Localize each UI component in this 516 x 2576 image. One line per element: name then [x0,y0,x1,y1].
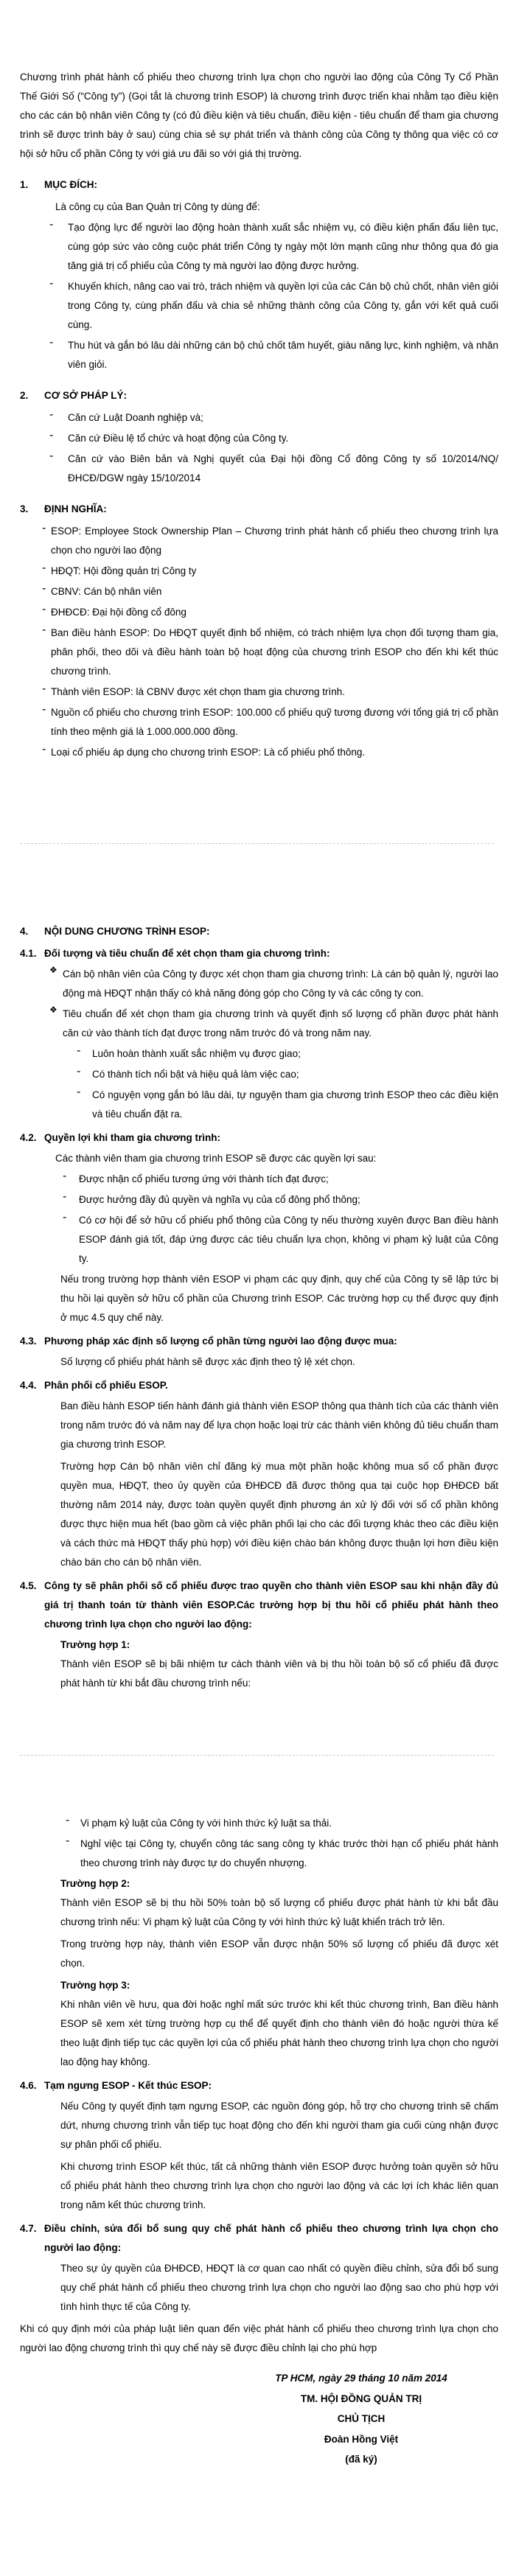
list-item-text: Căn cứ Luật Doanh nghiệp và; [68,412,203,423]
definition-text: Nguồn cổ phiếu cho chương trình ESOP: 100.000 cổ phiếu quỹ tương đương với tổng giá trị cổ phần tính theo mệnh giá là 1.000.000.000 đồng. [51,707,498,737]
section-title: Điều chỉnh, sửa đổi bổ sung quy chế phát hành cổ phiếu theo chương trình lựa chọn cho người lao động: [44,2223,498,2253]
dash-bullet-marker: - [77,1086,81,1098]
diamond-bullet-marker: ❖ [49,1005,57,1015]
section-4-7-paragraph: Theo sự ủy quyền của ĐHĐCĐ, HĐQT là cơ quan cao nhất có quyền điều chỉnh, sửa đổi bổ sung quy chế phát hành cổ phiếu theo chương trình lựa chọn cho người lao động sao cho phù hợp với tình hình thực tế của Công ty. [60,2263,498,2312]
diamond-list-item [49,965,498,1003]
section-3-heading [20,500,498,519]
section-title: Phương pháp xác định số lượng cổ phần từng người lao động được mua: [44,1336,397,1347]
definition-text: ĐHĐCĐ: Đại hội đồng cổ đông [51,607,186,618]
section-4-3-heading [20,1332,498,1351]
list-item [49,218,498,276]
page-break-gap [20,1696,498,1814]
list-item [49,277,498,335]
section-title: Tạm ngưng ESOP - Kết thúc ESOP: [44,2080,212,2091]
dash-bullet-marker: - [42,603,46,615]
definition-item [42,624,498,681]
section-number: 4. [20,926,29,937]
definition-text: Thành viên ESOP: là CBNV được xét chọn tham gia chương trình. [51,686,345,697]
section-4-5-heading [20,1577,498,1634]
list-item [77,1065,498,1084]
list-item-text: Có cơ hội để sở hữu cổ phiếu phổ thông của Công ty nếu thường xuyên được Ban điều hành ESOP đánh giá tốt, đáp ứng được các tiêu chuẩn lựa chọn, không vi phạm kỷ luật của Công ty. [79,1215,498,1264]
section-title: Đối tượng và tiêu chuẩn để xét chọn tham gia chương trình: [44,948,330,959]
dash-bullet-marker: - [77,1065,81,1078]
section-4-7-closing-paragraph: Khi có quy định mới của pháp luật liên quan đến việc phát hành cổ phiếu theo chương trình lựa chọn cho người lao động chương trình thì quy chế này sẽ được điều chỉnh lại cho phù hợp [20,2323,498,2353]
list-item-text: Có thành tích nổi bật và hiệu quả làm việc cao; [92,1069,299,1080]
list-item-text: Thu hút và gắn bó lâu dài những cán bộ chủ chốt tâm huyết, giàu năng lực, kinh nghiệm, và nhân viên giỏi. [68,340,498,370]
signature-name: Đoàn Hồng Việt [324,2433,399,2445]
section-2-heading [20,386,498,405]
dash-bullet-marker: - [49,218,54,231]
dash-bullet-marker: - [49,429,54,441]
case-2-body: Thành viên ESOP sẽ bị thu hồi 50% toàn bộ số lượng cổ phiếu được phát hành từ khi bắt đầu chương trình nếu: Vi phạm kỷ luật của Công ty với hình thức kỷ luật khiển trách trở lên. [60,1897,498,1927]
section-4-2-heading [20,1128,498,1148]
dash-bullet-marker: - [77,1044,81,1057]
definition-text: HĐQT: Hội đồng quản trị Công ty [51,565,197,576]
section-4-6-paragraph: Nếu Công ty quyết định tạm ngưng ESOP, các nguồn đóng góp, hỗ trợ cho chương trình sẽ chấm dứt, nhưng chương trình vẫn tiếp tục hoạt động cho đến khi người tham gia cuối cùng nhận được sự phân phối cổ phiếu. [60,2101,498,2150]
diamond-list-item [49,1005,498,1043]
list-item-text: Tiêu chuẩn để xét chọn tham gia chương trình và quyết định số lượng cổ phần được phát hành căn cứ vào thành tích đạt được trong năm trước đó và trong năm nay. [63,1008,498,1039]
dash-bullet-marker: - [63,1190,67,1203]
signature-place-date: TP HCM, ngày 29 tháng 10 năm 2014 [275,2373,447,2384]
section-number: 4.7. [20,2223,37,2234]
list-item-text: Khuyến khích, nâng cao vai trò, trách nhiệm và quyền lợi của các Cán bộ chủ chốt, nhân viên giỏi trong Công ty, cùng phấn đấu và chia sẻ những thành công của Công ty, gắn với kết quả cuối cùng. [68,281,498,330]
section-number: 4.3. [20,1336,37,1347]
definition-item [42,703,498,741]
section-4-2-lead: Các thành viên tham gia chương trình ESOP sẽ được các quyền lợi sau: [55,1153,377,1164]
case-1-title: Trường hợp 1: [60,1639,130,1650]
list-item [77,1044,498,1064]
dash-bullet-marker: - [42,683,46,695]
dash-bullet-marker: - [42,743,46,755]
definition-text: ESOP: Employee Stock Ownership Plan – Chương trình phát hành cổ phiếu theo chương trình lựa chọn cho người lao động [51,526,498,556]
dash-bullet-marker: - [63,1211,67,1224]
definition-item [42,562,498,581]
list-item [49,429,498,448]
section-title: NỘI DUNG CHƯƠNG TRÌNH ESOP: [44,926,210,937]
dash-bullet-marker: - [49,336,54,349]
list-item-text: Nghỉ việc tại Công ty, chuyển công tác sang công ty khác trước thời hạn cổ phiếu phát hành theo chương trình này được tự do chuyển nhượng. [80,1838,498,1868]
section-4-7-heading [20,2219,498,2258]
signature-role: CHỦ TỊCH [337,2413,386,2424]
section-number: 4.2. [20,1132,37,1143]
list-item [66,1835,498,1873]
case-2-title: Trường hợp 2: [60,1878,130,1889]
intro-paragraph: Chương trình phát hành cổ phiếu theo chương trình lựa chọn cho người lao động của Công Ty Cổ Phần Thế Giới Số (“Công ty”) (Gọi tắt là chương trình ESOP) là chương trình được triển khai nhằm tạo điều kiện cho các cán bộ nhân viên Công ty (có đủ điều kiện và tiêu chuẩn, điều kiện - tiêu chuẩn để tham gia chương trình sẽ được trình bày ở sau) cùng chia sẻ sự phát triển và thành công của Công ty thông qua việc có cơ hội sở hữu cổ phần Công ty với giá ưu đãi so với giá thị trường. [20,71,498,159]
case-2-note: Trong trường hợp này, thành viên ESOP vẫn được nhận 50% số lượng cổ phiếu đã được xét chọn. [60,1938,498,1969]
page-break-gap [20,764,498,922]
diamond-bullet-marker: ❖ [49,965,57,975]
signature-on-behalf: TM. HỘI ĐỒNG QUẢN TRỊ [300,2392,422,2404]
dash-bullet-marker: - [42,562,46,574]
section-number: 1. [20,179,29,190]
page-break-divider [20,1755,494,1756]
dash-bullet-marker: - [42,522,46,534]
section-4-4-paragraph: Trường hợp Cán bộ nhân viên chỉ đăng ký mua một phần hoặc không mua số cổ phần được quyền mua, HĐQT, theo ủy quyền của ĐHĐCĐ đã được thông qua tại cuộc họp ĐHĐCĐ bất thường năm 2014 này, được toàn quyền quyết định phương án xử lý đối với số cổ phần không được thực hiện mua hết (bao gồm cả việc phân phối lại cho các đối tượng khác theo các điều kiện và cách thức mà HĐQT thấy phù hợp) với điều kiện chào bán không được thuận lợi hơn điều kiện chào bán cho cán bộ nhân viên. [60,1461,498,1568]
signature-signed-note: (đã ký) [345,2454,377,2465]
dash-bullet-marker: - [42,703,46,716]
list-item-text: Luôn hoàn thành xuất sắc nhiệm vụ được giao; [92,1048,301,1059]
section-4-2-note: Nếu trong trường hợp thành viên ESOP vi phạm các quy định, quy chế của Công ty sẽ lập tức bị thu hồi lại quyền sở hữu cổ phần của Chương trình ESOP. Các trường hợp cụ thể được quy định ở mục 4.5 quy chế này. [60,1274,498,1323]
definition-text: Ban điều hành ESOP: Do HĐQT quyết định bổ nhiệm, có trách nhiệm lựa chọn đối tượng tham gia, phân phối, theo dõi và điều hành toàn bộ hoạt động của chương trình ESOP cho đến khi kết thúc chương trình. [51,627,498,677]
list-item [63,1211,498,1268]
dash-bullet-marker: - [66,1814,70,1826]
dash-bullet-marker: - [49,408,54,421]
section-4-1-heading [20,944,498,963]
section-number: 2. [20,390,29,401]
section-4-3-body: Số lượng cổ phiếu phát hành sẽ được xác định theo tỷ lệ xét chọn. [60,1356,355,1367]
list-item-text: Căn cứ Điều lệ tổ chức và hoạt động của Công ty. [68,433,289,444]
definition-text: CBNV: Cán bộ nhân viên [51,586,162,597]
definition-text: Loại cổ phiếu áp dụng cho chương trình ESOP: Là cổ phiếu phổ thông. [51,747,366,758]
list-item-text: Được hưởng đầy đủ quyền và nghĩa vụ của cổ đông phổ thông; [79,1194,360,1205]
section-title: MỤC ĐÍCH: [44,179,97,190]
section-title: ĐỊNH NGHĨA: [44,503,107,514]
signature-block [251,2368,472,2470]
section-title: Công ty sẽ phân phối số cổ phiếu được trao quyền cho thành viên ESOP sau khi nhận đầy đủ giá trị thanh toán từ thành viên ESOP.Các trường hợp bị thu hồi cổ phiếu phát hành theo chương trình lựa chọn cho người lao động: [44,1580,498,1630]
list-item-text: Cán bộ nhân viên của Công ty được xét chọn tham gia chương trình: Là cán bộ quản lý, người lao động mà HĐQT nhận thấy có khả năng đóng góp cho Công ty và các công ty con. [63,968,498,999]
page-break-divider [20,843,494,844]
list-item [66,1814,498,1833]
list-item [49,408,498,427]
dash-bullet-marker: - [42,582,46,595]
section-4-heading [20,922,498,941]
dash-bullet-marker: - [63,1170,67,1182]
dash-bullet-marker: - [42,624,46,636]
section-number: 4.5. [20,1580,37,1591]
list-item [49,336,498,374]
list-item-text: Căn cứ vào Biên bản và Nghị quyết của Đại hội đồng Cổ đông Công ty số 10/2014/NQ/ĐHCĐ/DGW ngày 15/10/2014 [68,453,498,484]
list-item [63,1170,498,1189]
list-item [49,450,498,488]
section-4-6-heading [20,2076,498,2095]
list-item-text: Vi phạm kỷ luật của Công ty với hình thức kỷ luật sa thải. [80,1818,332,1829]
section-4-4-heading [20,1376,498,1395]
definition-item [42,743,498,762]
case-3-body: Khi nhân viên về hưu, qua đời hoặc nghỉ mất sức trước khi kết thúc chương trình, Ban điều hành ESOP sẽ xem xét từng trường hợp cụ thể để quyết định cho thành viên đó hoặc người thừa kế theo luật định tiếp tục các quyền lợi của cổ phiếu phát hành theo chương trình lựa chọn cho người lao động hay không. [60,1999,498,2067]
section-4-6-paragraph: Khi chương trình ESOP kết thúc, tất cả những thành viên ESOP được hưởng toàn quyền sở hữu cổ phiếu phát hành theo chương trình lựa chọn cho người lao động và các lợi ích khác liên quan trong năm kết thúc chương trình. [60,2161,498,2210]
section-4-4-paragraph: Ban điều hành ESOP tiến hành đánh giá thành viên ESOP thông qua thành tích của các thành viên trong năm trước đó và năm nay để lựa chọn hoặc loại trừ các thành viên không đủ tiêu chuẩn tham gia chương trình ESOP. [60,1400,498,1450]
list-item [63,1190,498,1210]
section-number: 4.1. [20,948,37,959]
definition-item [42,582,498,601]
dash-bullet-marker: - [66,1835,70,1847]
dash-bullet-marker: - [49,277,54,290]
section-number: 4.6. [20,2080,37,2091]
case-3-title: Trường hợp 3: [60,1980,130,1991]
list-item-text: Có nguyện vọng gắn bó lâu dài, tự nguyện tham gia chương trình ESOP theo các điều kiện và tiêu chuẩn đặt ra. [92,1089,498,1120]
section-number: 3. [20,503,29,514]
case-1-body: Thành viên ESOP sẽ bị bãi nhiệm tư cách thành viên và bị thu hồi toàn bộ số cổ phiếu đã được phát hành từ khi bắt đầu chương trình nếu: [60,1658,498,1689]
list-item-text: Tạo động lực để người lao động hoàn thành xuất sắc nhiệm vụ, có điều kiện phấn đấu liên tục, cùng góp sức vào công cuộc phát triển Công ty ngày một lớn mạnh cũng như thông qua đó gia tăng giá trị cổ phiếu của Công ty mà người lao động được hưởng. [68,222,498,271]
section-title: CƠ SỞ PHÁP LÝ: [44,390,128,401]
section-title: Phân phối cổ phiếu ESOP. [44,1380,168,1391]
dash-bullet-marker: - [49,450,54,462]
list-item-text: Được nhận cổ phiếu tương ứng với thành tích đạt được; [79,1173,329,1184]
section-1-lead: Là công cụ của Ban Quản trị Công ty dùng để: [55,201,260,212]
list-item [77,1086,498,1124]
definition-item [42,522,498,560]
section-number: 4.4. [20,1380,37,1391]
definition-item [42,683,498,702]
section-1-heading [20,175,498,195]
section-title: Quyền lợi khi tham gia chương trình: [44,1132,220,1143]
definition-item [42,603,498,622]
